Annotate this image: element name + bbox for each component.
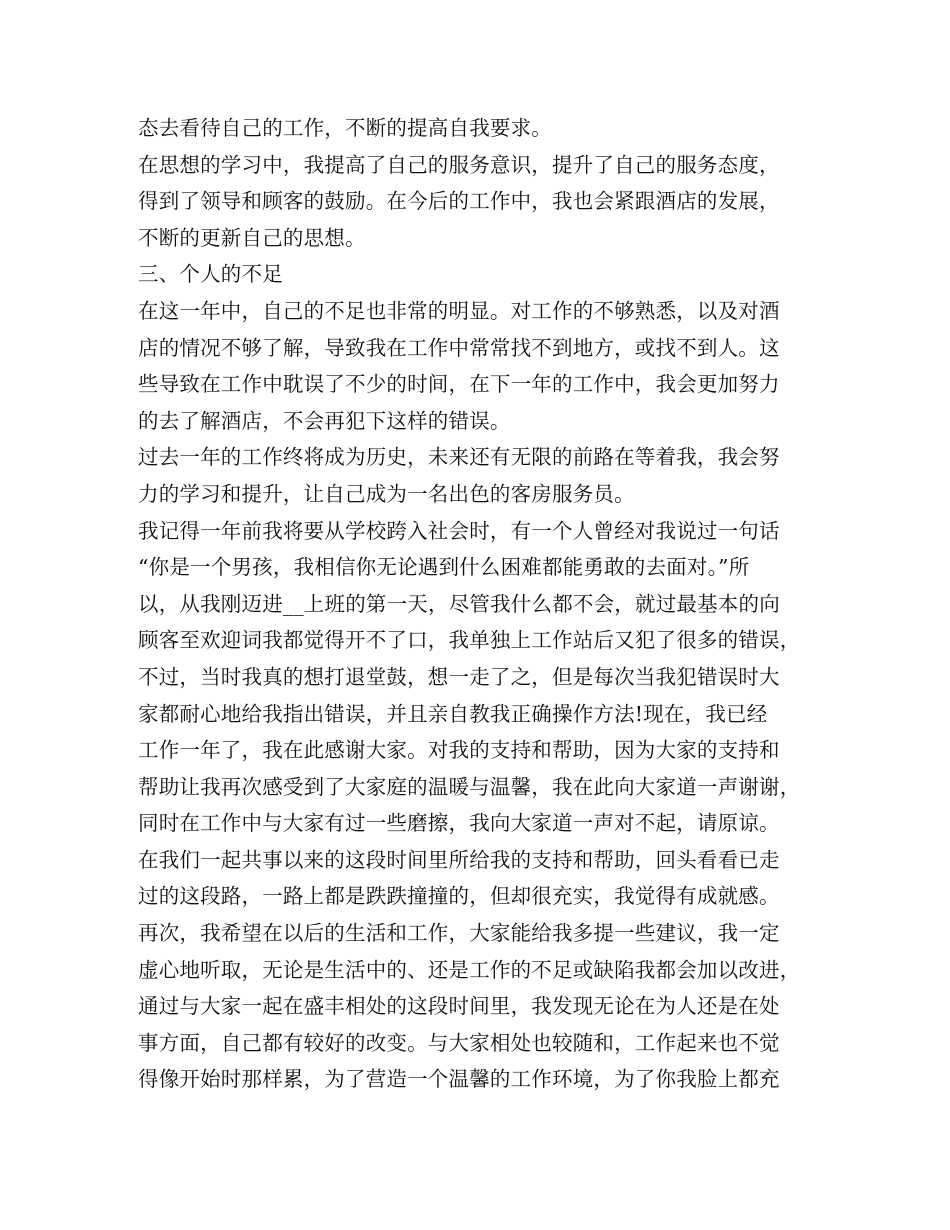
text-line: 通过与大家一起在盛丰相处的这段时间里，我发现无论在为人还是在处 xyxy=(138,994,780,1019)
text-line: “你是一个男孩，我相信你无论遇到什么困难都能勇敢的去面对。”所 xyxy=(138,555,750,580)
text-line: 些导致在工作中耽误了不少的时间，在下一年的工作中，我会更加努力 xyxy=(138,372,780,397)
text-line: 得像开始时那样累，为了营造一个温馨的工作环境，为了你我脸上都充 xyxy=(138,1067,780,1092)
text-line: 我记得一年前我将要从学校跨入社会时，有一个人曾经对我说过一句话 xyxy=(138,518,780,543)
text-line: 帮助让我再次感受到了大家庭的温暖与温馨，我在此向大家道一声谢谢， xyxy=(138,774,801,799)
text-line: 同时在工作中与大家有过一些磨擦，我向大家道一声对不起，请原谅。 xyxy=(138,811,780,836)
text-line: 事方面，自己都有较好的改变。与大家相处也较随和，工作起来也不觉 xyxy=(138,1030,780,1055)
document-body xyxy=(138,110,828,1098)
text-line: 的去了解酒店，不会再犯下这样的错误。 xyxy=(138,408,511,433)
text-line: 再次，我希望在以后的生活和工作，大家能给我多提一些建议，我一定 xyxy=(138,921,780,946)
text-line: 不断的更新自己的思想。 xyxy=(138,225,366,250)
text-line: 力的学习和提升，让自己成为一名出色的客房服务员。 xyxy=(138,481,635,506)
text-line: 得到了领导和顾客的鼓励。在今后的工作中，我也会紧跟酒店的发展， xyxy=(138,189,780,214)
text-line: 以，从我刚迈进__上班的第一天，尽管我什么都不会，就过最基本的向 xyxy=(138,591,780,616)
section-heading: 三、个人的不足 xyxy=(138,262,283,287)
text-line: 店的情况不够了解，导致我在工作中常常找不到地方，或找不到人。这 xyxy=(138,335,780,360)
text-line: 虚心地听取，无论是生活中的、还是工作的不足或缺陷我都会加以改进， xyxy=(138,957,801,982)
text-line: 过去一年的工作终将成为历史，未来还有无限的前路在等着我，我会努 xyxy=(138,445,780,470)
text-line: 过的这段路，一路上都是跌跌撞撞的，但却很充实，我觉得有成就感。 xyxy=(138,884,780,909)
text-line: 在这一年中，自己的不足也非常的明显。对工作的不够熟悉，以及对酒 xyxy=(138,298,780,323)
text-line: 家都耐心地给我指出错误，并且亲自教我正确操作方法!现在，我已经 xyxy=(138,701,768,726)
text-line: 在我们一起共事以来的这段时间里所给我的支持和帮助，回头看看已走 xyxy=(138,847,780,872)
text-line: 在思想的学习中，我提高了自己的服务意识，提升了自己的服务态度， xyxy=(138,152,780,177)
text-line: 不过，当时我真的想打退堂鼓，想一走了之，但是每次当我犯错误时大 xyxy=(138,664,780,689)
text-line: 顾客至欢迎词我都觉得开不了口，我单独上工作站后又犯了很多的错误， xyxy=(138,628,801,653)
text-line: 态去看待自己的工作，不断的提高自我要求。 xyxy=(138,116,552,140)
text-line: 工作一年了，我在此感谢大家。对我的支持和帮助，因为大家的支持和 xyxy=(138,738,780,763)
